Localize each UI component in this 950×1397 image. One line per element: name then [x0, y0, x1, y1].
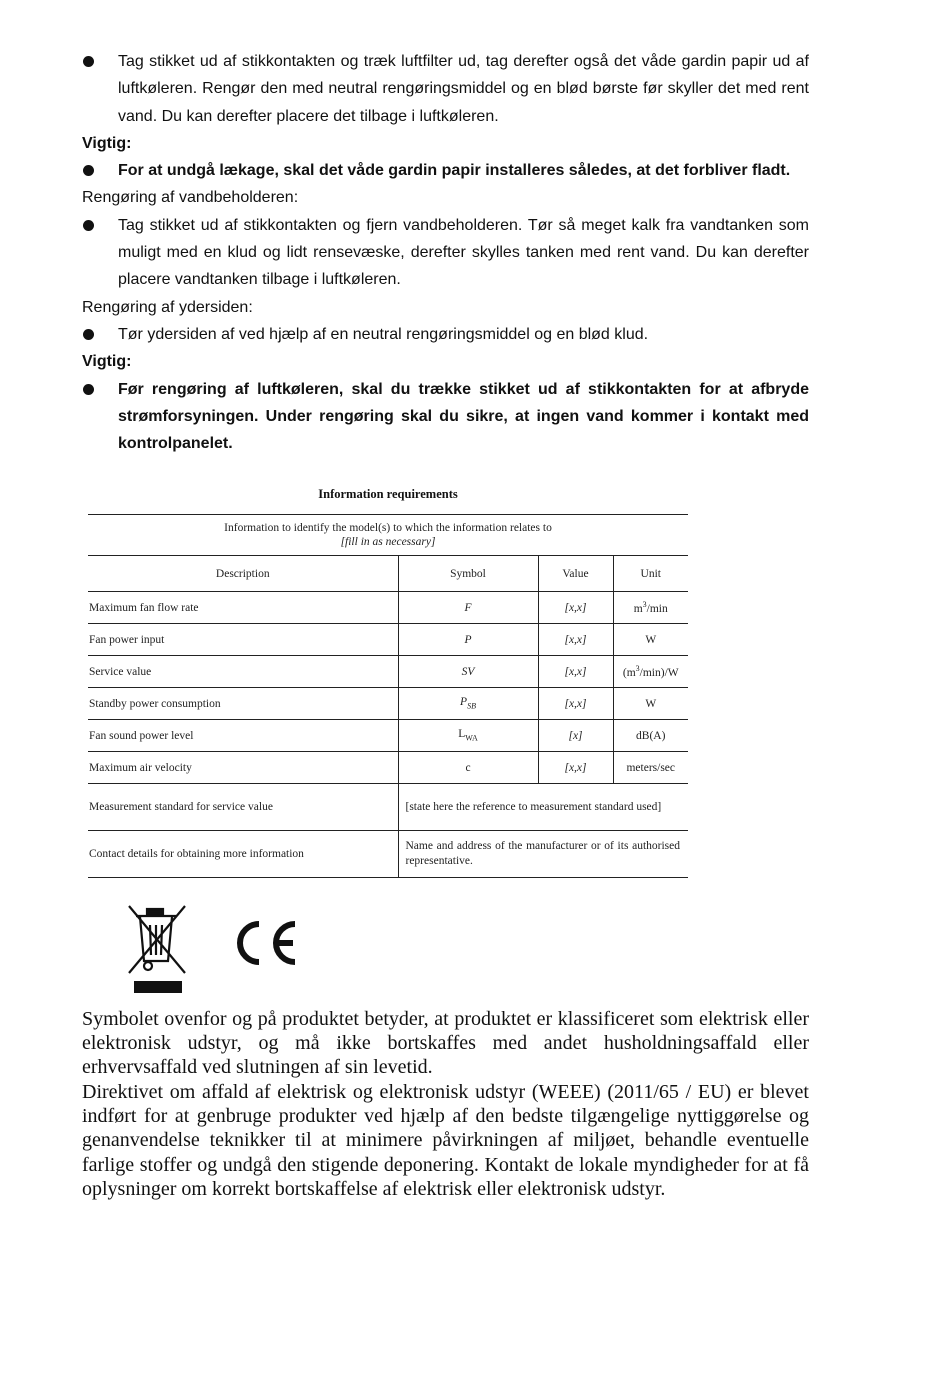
section-heading-tank: Rengøring af vandbeholderen: [82, 189, 299, 207]
unit-main: (m [622, 666, 636, 679]
contact-label: Contact details for obtaining more information [88, 831, 398, 878]
instruction-bullet-outside [82, 321, 809, 348]
row-description: Maximum fan flow rate [88, 592, 398, 624]
row-symbol: SV [398, 656, 538, 688]
header-unit: Unit [613, 556, 688, 592]
row-symbol [398, 720, 538, 752]
instruction-bullet-unplug [82, 376, 809, 458]
table-row [88, 656, 688, 688]
cleaning-instructions [82, 48, 809, 457]
row-symbol: F [398, 592, 538, 624]
row-description: Standby power consumption [88, 688, 398, 720]
table-row [88, 720, 688, 752]
bullet-dot-icon [83, 56, 94, 67]
instruction-text: For at undgå lækage, skal det våde gardin papir installeres således, at det forbliver fladt. [118, 162, 791, 180]
measurement-label: Measurement standard for service value [88, 784, 398, 831]
row-description: Service value [88, 656, 398, 688]
instruction-text: Tag stikket ud af stikkontakten og fjern vandbeholderen. Tør så meget kalk fra vandtanken som muligt med en klud og lidt rensevæske, derefter skylles tanken med rent vand. Du kan derefter placere vandtanken tilbage i luftkøleren. [118, 216, 809, 289]
bullet-dot-icon [83, 165, 94, 176]
row-unit: meters/sec [613, 752, 688, 784]
unit-rest: /min [646, 602, 668, 615]
table-row-measurement [88, 784, 688, 831]
instruction-bullet-tank [82, 212, 809, 294]
row-unit [613, 592, 688, 624]
symbol-main: P [460, 696, 468, 709]
row-symbol: P [398, 624, 538, 656]
table-row-identify [88, 515, 688, 556]
table-header-row [88, 556, 688, 592]
row-value: [x] [538, 720, 613, 752]
table-row [88, 592, 688, 624]
table-title: Information requirements [318, 487, 458, 501]
important-label: Vigtig: [82, 134, 132, 152]
table-row-contact [88, 831, 688, 878]
row-value: [x,x] [538, 688, 613, 720]
ce-mark-icon [229, 918, 299, 968]
header-symbol: Symbol [398, 556, 538, 592]
table-row [88, 688, 688, 720]
unit-sup: 3 [635, 664, 640, 674]
instruction-bullet-filter [82, 48, 809, 130]
header-value: Value [538, 556, 613, 592]
information-requirements-table [88, 514, 688, 878]
section-heading-outside: Rengøring af ydersiden: [82, 298, 253, 316]
important-label: Vigtig: [82, 353, 132, 371]
disposal-paragraph: Symbolet ovenfor og på produktet betyder, at produktet er klassificeret som elektrisk eller elektronisk udstyr, og må ikke bortskaffes med andet husholdningsaffald eller erhvervsaffald ved slutningen af sin levetid. [82, 1008, 809, 1079]
unit-main: m [633, 602, 643, 615]
crossed-out-wheelie-bin-icon [124, 903, 190, 995]
row-value: [x,x] [538, 592, 613, 624]
instruction-text: Tør ydersiden af ved hjælp af en neutral rengøringsmiddel og en blød klud. [118, 325, 649, 343]
weee-directive-paragraph: Direktivet om affald af elektrisk og elektronisk udstyr (WEEE) (2011/65 / EU) er blevet indført for at genbruge produkter ved hjælp af den bedste tilgængelige nyttiggørelse og genanvendelse teknikker til at minimere påvirkningen af miljøet, behandle eventuelle farlige stoffer og undgå den stigende deponering. Kontakt de lokale myndigheder for at få oplysninger om korrekt bortskaffelse af elektrisk eller elektronisk udstyr. [82, 1081, 809, 1200]
row-symbol [398, 688, 538, 720]
row-value: [x,x] [538, 656, 613, 688]
row-description: Maximum air velocity [88, 752, 398, 784]
symbol-sub: SB [467, 701, 476, 711]
row-description: Fan power input [88, 624, 398, 656]
instruction-text: Før rengøring af luftkøleren, skal du trække stikket ud af stikkontakten for at afbryde strømforsyningen. Under rengøring skal du sikre, at ingen vand kommer i kontakt med kontrolpanelet. [118, 380, 809, 453]
instruction-bullet-leakage [82, 157, 809, 184]
table-row [88, 624, 688, 656]
table-row [88, 752, 688, 784]
row-unit [613, 656, 688, 688]
header-description: Description [88, 556, 398, 592]
symbol-sub: WA [465, 733, 478, 743]
unit-rest: /min)/W [639, 666, 679, 679]
identify-text: Information to identify the model(s) to which the information relates to [224, 522, 552, 534]
bullet-dot-icon [83, 329, 94, 340]
contact-value: Name and address of the manufacturer or of its authorised representative. [398, 831, 688, 878]
measurement-value: [state here the reference to measurement standard used] [398, 784, 688, 831]
bullet-dot-icon [83, 220, 94, 231]
bullet-dot-icon [83, 384, 94, 395]
symbol-main: L [458, 728, 466, 741]
instruction-text: Tag stikket ud af stikkontakten og træk luftfilter ud, tag derefter også det våde gardin papir ud af luftkøleren. Rengør den med neutral rengøringsmiddel og en blød børste før skyller det med rent vand. Du kan derefter placere det tilbage i luftkøleren. [118, 53, 809, 125]
row-unit: dB(A) [613, 720, 688, 752]
row-description: Fan sound power level [88, 720, 398, 752]
row-symbol: c [398, 752, 538, 784]
identify-fill-text: [fill in as necessary] [340, 536, 436, 548]
row-unit: W [613, 624, 688, 656]
identify-cell [88, 515, 688, 556]
unit-sup: 3 [642, 600, 647, 610]
row-value: [x,x] [538, 624, 613, 656]
row-unit: W [613, 688, 688, 720]
row-value: [x,x] [538, 752, 613, 784]
